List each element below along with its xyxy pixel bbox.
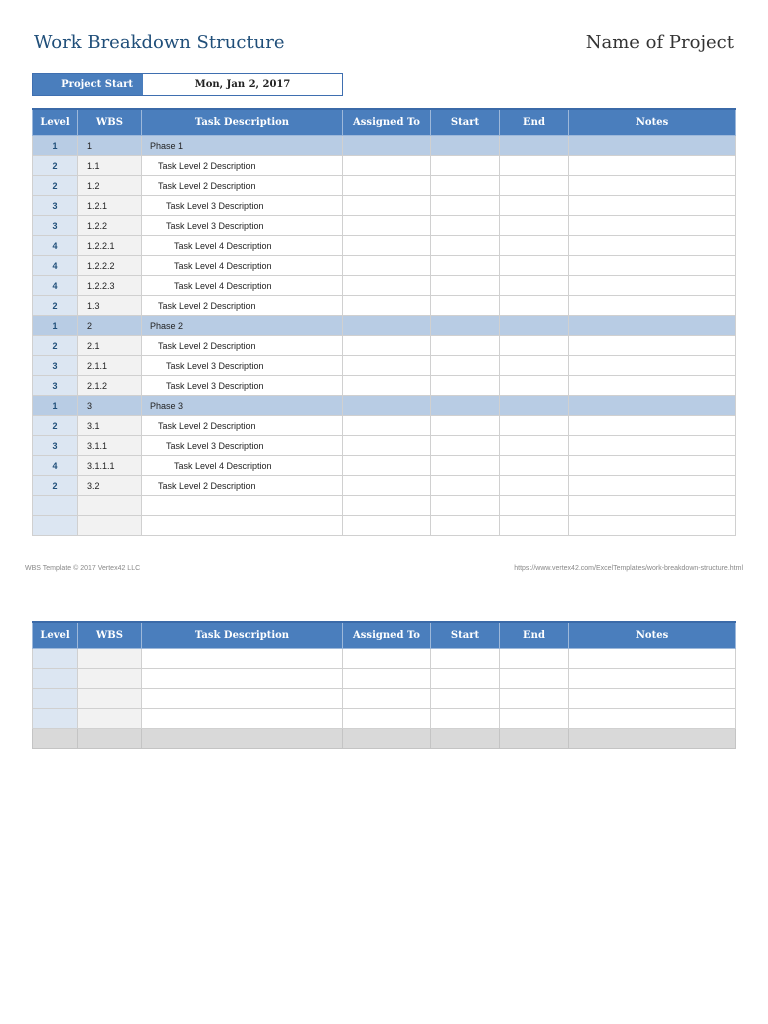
end-cell[interactable]	[500, 476, 569, 496]
notes-cell[interactable]	[569, 256, 736, 276]
assigned-to-cell[interactable]	[343, 729, 431, 749]
level-cell[interactable]	[33, 649, 78, 669]
wbs-cell[interactable]	[78, 709, 142, 729]
wbs-table	[32, 108, 736, 536]
assigned-to-cell[interactable]	[343, 416, 431, 436]
wbs-cell[interactable]: 1.2	[78, 176, 142, 196]
project-start-value[interactable]: Mon, Jan 2, 2017	[143, 74, 342, 95]
wbs-cell[interactable]: 3.1.1	[78, 436, 142, 456]
table-row	[33, 216, 736, 236]
wbs-cell[interactable]: 1.2.2.2	[78, 256, 142, 276]
start-cell[interactable]	[431, 156, 500, 176]
task-description-cell[interactable]: Task Level 4 Description	[142, 236, 343, 256]
table-row	[33, 276, 736, 296]
task-description-cell[interactable]: Task Level 4 Description	[142, 256, 343, 276]
assigned-to-cell[interactable]	[343, 236, 431, 256]
notes-cell[interactable]	[569, 396, 736, 416]
start-cell[interactable]	[431, 709, 500, 729]
end-cell[interactable]	[500, 256, 569, 276]
notes-cell[interactable]	[569, 156, 736, 176]
start-cell[interactable]	[431, 436, 500, 456]
end-cell[interactable]	[500, 709, 569, 729]
start-cell[interactable]	[431, 729, 500, 749]
end-cell[interactable]	[500, 396, 569, 416]
assigned-to-cell[interactable]	[343, 649, 431, 669]
project-name[interactable]: Name of Project	[585, 32, 734, 53]
notes-cell[interactable]	[569, 296, 736, 316]
task-description-cell[interactable]: Task Level 3 Description	[142, 376, 343, 396]
start-cell[interactable]	[431, 456, 500, 476]
notes-cell[interactable]	[569, 216, 736, 236]
level-cell[interactable]: 3	[33, 436, 78, 456]
table-row	[33, 336, 736, 356]
assigned-to-cell[interactable]	[343, 516, 431, 536]
end-cell[interactable]	[500, 436, 569, 456]
task-description-cell[interactable]: Phase 3	[142, 396, 343, 416]
task-description-cell[interactable]: Task Level 2 Description	[142, 336, 343, 356]
notes-cell[interactable]	[569, 316, 736, 336]
task-description-cell[interactable]: Task Level 2 Description	[142, 476, 343, 496]
table-row	[33, 669, 736, 689]
level-cell[interactable]: 1	[33, 316, 78, 336]
table-row	[33, 196, 736, 216]
end-cell[interactable]	[500, 729, 569, 749]
task-description-cell[interactable]: Task Level 2 Description	[142, 416, 343, 436]
level-cell[interactable]: 4	[33, 236, 78, 256]
start-cell[interactable]	[431, 689, 500, 709]
task-description-cell[interactable]: Task Level 3 Description	[142, 196, 343, 216]
level-cell[interactable]	[33, 729, 78, 749]
end-cell[interactable]	[500, 496, 569, 516]
table-row	[33, 156, 736, 176]
assigned-to-cell[interactable]	[343, 276, 431, 296]
table-footer-row	[33, 729, 736, 749]
start-cell[interactable]	[431, 236, 500, 256]
level-cell[interactable]: 2	[33, 176, 78, 196]
task-description-cell[interactable]: Task Level 4 Description	[142, 456, 343, 476]
task-description-cell[interactable]: Task Level 3 Description	[142, 216, 343, 236]
task-description-cell[interactable]	[142, 709, 343, 729]
assigned-to-cell[interactable]	[343, 476, 431, 496]
wbs-cell[interactable]	[78, 669, 142, 689]
notes-cell[interactable]	[569, 456, 736, 476]
level-cell[interactable]: 2	[33, 296, 78, 316]
notes-cell[interactable]	[569, 356, 736, 376]
table-row	[33, 649, 736, 669]
notes-cell[interactable]	[569, 496, 736, 516]
column-header-assigned-to: Assigned To	[343, 109, 431, 136]
task-description-cell[interactable]	[142, 729, 343, 749]
column-header-wbs: WBS	[78, 622, 142, 649]
wbs-cell[interactable]	[78, 516, 142, 536]
end-cell[interactable]	[500, 356, 569, 376]
wbs-cell[interactable]: 3.1.1.1	[78, 456, 142, 476]
notes-cell[interactable]	[569, 196, 736, 216]
start-cell[interactable]	[431, 316, 500, 336]
wbs-cell[interactable]: 3	[78, 396, 142, 416]
end-cell[interactable]	[500, 136, 569, 156]
wbs-cell[interactable]: 3.1	[78, 416, 142, 436]
task-description-cell[interactable]: Task Level 2 Description	[142, 296, 343, 316]
notes-cell[interactable]	[569, 516, 736, 536]
column-header-task-description: Task Description	[142, 622, 343, 649]
table-row	[33, 456, 736, 476]
notes-cell[interactable]	[569, 136, 736, 156]
notes-cell[interactable]	[569, 709, 736, 729]
table-row	[33, 709, 736, 729]
column-header-wbs: WBS	[78, 109, 142, 136]
phase-row	[33, 136, 736, 156]
wbs-cell[interactable]	[78, 649, 142, 669]
end-cell[interactable]	[500, 456, 569, 476]
start-cell[interactable]	[431, 476, 500, 496]
assigned-to-cell[interactable]	[343, 376, 431, 396]
table-row	[33, 516, 736, 536]
table-row	[33, 256, 736, 276]
notes-cell[interactable]	[569, 669, 736, 689]
start-cell[interactable]	[431, 516, 500, 536]
wbs-cell[interactable]	[78, 689, 142, 709]
table-row	[33, 416, 736, 436]
assigned-to-cell[interactable]	[343, 256, 431, 276]
notes-cell[interactable]	[569, 689, 736, 709]
column-header-start: Start	[431, 109, 500, 136]
task-description-cell[interactable]	[142, 669, 343, 689]
notes-cell[interactable]	[569, 276, 736, 296]
table-row	[33, 496, 736, 516]
task-description-cell[interactable]	[142, 689, 343, 709]
column-header-start: Start	[431, 622, 500, 649]
assigned-to-cell[interactable]	[343, 689, 431, 709]
table-header-row	[33, 109, 736, 136]
wbs-cell[interactable]	[78, 729, 142, 749]
table-row	[33, 236, 736, 256]
start-cell[interactable]	[431, 296, 500, 316]
wbs-cell[interactable]: 1.2.2	[78, 216, 142, 236]
end-cell[interactable]	[500, 236, 569, 256]
end-cell[interactable]	[500, 649, 569, 669]
task-description-cell[interactable]	[142, 496, 343, 516]
table-row	[33, 436, 736, 456]
start-cell[interactable]	[431, 336, 500, 356]
assigned-to-cell[interactable]	[343, 669, 431, 689]
task-description-cell[interactable]: Phase 2	[142, 316, 343, 336]
start-cell[interactable]	[431, 416, 500, 436]
wbs-cell[interactable]: 2	[78, 316, 142, 336]
notes-cell[interactable]	[569, 176, 736, 196]
phase-row	[33, 396, 736, 416]
table-row	[33, 376, 736, 396]
template-url-link[interactable]: https://www.vertex42.com/ExcelTemplates/work-breakdown-structure.html	[514, 565, 743, 572]
task-description-cell[interactable]: Phase 1	[142, 136, 343, 156]
notes-cell[interactable]	[569, 729, 736, 749]
task-description-cell[interactable]: Task Level 4 Description	[142, 276, 343, 296]
level-cell[interactable]: 3	[33, 196, 78, 216]
task-description-cell[interactable]	[142, 649, 343, 669]
level-cell[interactable]: 3	[33, 356, 78, 376]
task-description-cell[interactable]: Task Level 3 Description	[142, 436, 343, 456]
wbs-cell[interactable]: 1.3	[78, 296, 142, 316]
start-cell[interactable]	[431, 196, 500, 216]
end-cell[interactable]	[500, 669, 569, 689]
end-cell[interactable]	[500, 196, 569, 216]
wbs-cell[interactable]	[78, 496, 142, 516]
level-cell[interactable]	[33, 709, 78, 729]
notes-cell[interactable]	[569, 236, 736, 256]
notes-cell[interactable]	[569, 416, 736, 436]
assigned-to-cell[interactable]	[343, 176, 431, 196]
level-cell[interactable]	[33, 496, 78, 516]
copyright-text: WBS Template © 2017 Vertex42 LLC	[25, 565, 141, 572]
level-cell[interactable]: 1	[33, 396, 78, 416]
start-cell[interactable]	[431, 176, 500, 196]
column-header-notes: Notes	[569, 622, 736, 649]
end-cell[interactable]	[500, 316, 569, 336]
task-description-cell[interactable]: Task Level 2 Description	[142, 176, 343, 196]
table-row	[33, 476, 736, 496]
wbs-cell[interactable]: 1.2.1	[78, 196, 142, 216]
table-row	[33, 689, 736, 709]
end-cell[interactable]	[500, 296, 569, 316]
table-header-row	[33, 622, 736, 649]
start-cell[interactable]	[431, 396, 500, 416]
end-cell[interactable]	[500, 516, 569, 536]
assigned-to-cell[interactable]	[343, 336, 431, 356]
level-cell[interactable]	[33, 669, 78, 689]
level-cell[interactable]: 4	[33, 276, 78, 296]
start-cell[interactable]	[431, 649, 500, 669]
end-cell[interactable]	[500, 416, 569, 436]
end-cell[interactable]	[500, 156, 569, 176]
level-cell[interactable]: 3	[33, 216, 78, 236]
column-header-level: Level	[33, 109, 78, 136]
wbs-cell[interactable]: 1.2.2.3	[78, 276, 142, 296]
start-cell[interactable]	[431, 216, 500, 236]
wbs-cell[interactable]: 1.1	[78, 156, 142, 176]
level-cell[interactable]: 2	[33, 336, 78, 356]
assigned-to-cell[interactable]	[343, 216, 431, 236]
assigned-to-cell[interactable]	[343, 436, 431, 456]
column-header-notes: Notes	[569, 109, 736, 136]
end-cell[interactable]	[500, 689, 569, 709]
wbs-table-continued	[32, 621, 736, 749]
level-cell[interactable]: 3	[33, 376, 78, 396]
column-header-end: End	[500, 109, 569, 136]
level-cell[interactable]: 4	[33, 456, 78, 476]
column-header-task-description: Task Description	[142, 109, 343, 136]
wbs-cell[interactable]: 1.2.2.1	[78, 236, 142, 256]
start-cell[interactable]	[431, 256, 500, 276]
start-cell[interactable]	[431, 669, 500, 689]
end-cell[interactable]	[500, 376, 569, 396]
table-row	[33, 176, 736, 196]
project-start-field	[32, 73, 343, 96]
task-description-cell[interactable]: Task Level 3 Description	[142, 356, 343, 376]
column-header-assigned-to: Assigned To	[343, 622, 431, 649]
start-cell[interactable]	[431, 356, 500, 376]
start-cell[interactable]	[431, 496, 500, 516]
level-cell[interactable]	[33, 689, 78, 709]
task-description-cell[interactable]	[142, 516, 343, 536]
wbs-cell[interactable]: 2.1.2	[78, 376, 142, 396]
assigned-to-cell[interactable]	[343, 396, 431, 416]
level-cell[interactable]	[33, 516, 78, 536]
task-description-cell[interactable]: Task Level 2 Description	[142, 156, 343, 176]
level-cell[interactable]: 2	[33, 156, 78, 176]
start-cell[interactable]	[431, 276, 500, 296]
notes-cell[interactable]	[569, 649, 736, 669]
phase-row	[33, 316, 736, 336]
notes-cell[interactable]	[569, 436, 736, 456]
assigned-to-cell[interactable]	[343, 496, 431, 516]
start-cell[interactable]	[431, 136, 500, 156]
assigned-to-cell[interactable]	[343, 296, 431, 316]
level-cell[interactable]: 2	[33, 416, 78, 436]
wbs-cell[interactable]: 2.1.1	[78, 356, 142, 376]
assigned-to-cell[interactable]	[343, 156, 431, 176]
notes-cell[interactable]	[569, 336, 736, 356]
end-cell[interactable]	[500, 216, 569, 236]
level-cell[interactable]: 2	[33, 476, 78, 496]
project-start-label: Project Start	[33, 74, 143, 95]
assigned-to-cell[interactable]	[343, 316, 431, 336]
end-cell[interactable]	[500, 176, 569, 196]
assigned-to-cell[interactable]	[343, 136, 431, 156]
level-cell[interactable]: 1	[33, 136, 78, 156]
level-cell[interactable]: 4	[33, 256, 78, 276]
start-cell[interactable]	[431, 376, 500, 396]
wbs-cell[interactable]: 2.1	[78, 336, 142, 356]
end-cell[interactable]	[500, 336, 569, 356]
table-row	[33, 356, 736, 376]
column-header-level: Level	[33, 622, 78, 649]
assigned-to-cell[interactable]	[343, 356, 431, 376]
assigned-to-cell[interactable]	[343, 196, 431, 216]
table-row	[33, 296, 736, 316]
assigned-to-cell[interactable]	[343, 709, 431, 729]
column-header-end: End	[500, 622, 569, 649]
end-cell[interactable]	[500, 276, 569, 296]
wbs-cell[interactable]: 1	[78, 136, 142, 156]
assigned-to-cell[interactable]	[343, 456, 431, 476]
wbs-cell[interactable]: 3.2	[78, 476, 142, 496]
notes-cell[interactable]	[569, 376, 736, 396]
notes-cell[interactable]	[569, 476, 736, 496]
page-title: Work Breakdown Structure	[34, 32, 285, 53]
